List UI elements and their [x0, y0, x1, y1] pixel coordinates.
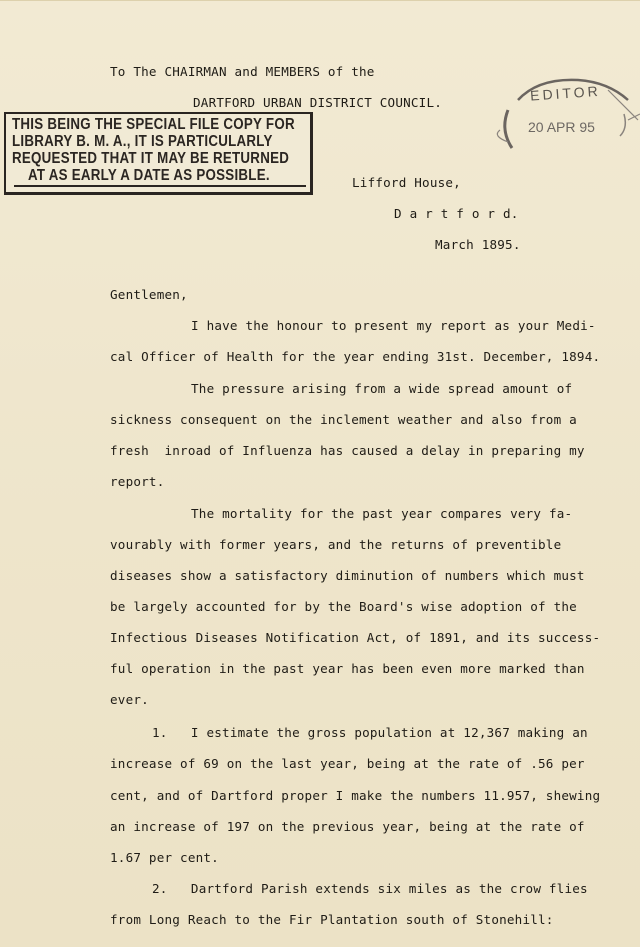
body-line: from Long Reach to the Fir Plantation south of Stonehill: — [110, 912, 554, 927]
letter-date: March 1895. — [435, 237, 521, 252]
stamp-line-4: AT AS EARLY A DATE AS POSSIBLE. — [28, 167, 270, 184]
editor-received-stamp — [478, 70, 640, 160]
body-line: ever. — [110, 692, 149, 707]
body-line: 2. Dartford Parish extends six miles as the crow flies — [152, 881, 588, 896]
body-line: ful operation in the past year has been even more marked than — [110, 661, 585, 676]
body-line: cent, and of Dartford proper I make the numbers 11.957, shewing — [110, 788, 601, 803]
sender-house: Lifford House, — [352, 175, 461, 190]
body-line: diseases show a satisfactory diminution of numbers which must — [110, 568, 585, 583]
salutation: Gentlemen, — [110, 287, 188, 302]
body-line: I have the honour to present my report as your Medi- — [191, 318, 596, 333]
body-line: sickness consequent on the inclement weather and also from a — [110, 412, 577, 427]
library-file-copy-stamp — [4, 112, 313, 195]
body-line: report. — [110, 474, 165, 489]
body-line: cal Officer of Health for the year ending 31st. December, 1894. — [110, 349, 601, 364]
editor-stamp-date: 20 APR 95 — [528, 119, 595, 135]
body-line: fresh inroad of Influenza has caused a delay in preparing my — [110, 443, 585, 458]
body-line: 1. I estimate the gross population at 12,367 making an — [152, 725, 588, 740]
body-line: Infectious Diseases Notification Act, of 1891, and its success- — [110, 630, 601, 645]
address-line-1: To The CHAIRMAN and MEMBERS of the — [110, 64, 375, 79]
top-edge — [0, 0, 640, 1]
sender-town: D a r t f o r d. — [394, 206, 519, 221]
body-line: be largely accounted for by the Board's wise adoption of the — [110, 599, 577, 614]
body-line: vourably with former years, and the returns of preventible — [110, 537, 562, 552]
body-line: The mortality for the past year compares very fa- — [191, 506, 573, 521]
address-line-2: DARTFORD URBAN DISTRICT COUNCIL. — [193, 95, 443, 110]
body-line: 1.67 per cent. — [110, 850, 219, 865]
body-line: increase of 69 on the last year, being at the rate of .56 per — [110, 756, 585, 771]
stamp-line-2: LIBRARY B. M. A., IT IS PARTICULARLY — [12, 133, 273, 150]
stamp-line-1: THIS BEING THE SPECIAL FILE COPY FOR — [12, 116, 295, 133]
editor-stamp-title: EDITOR — [529, 82, 602, 104]
body-line: The pressure arising from a wide spread amount of — [191, 381, 573, 396]
stamp-line-3: REQUESTED THAT IT MAY BE RETURNED — [12, 150, 290, 167]
body-line: an increase of 197 on the previous year, being at the rate of — [110, 819, 585, 834]
stamp-underline — [14, 185, 306, 187]
